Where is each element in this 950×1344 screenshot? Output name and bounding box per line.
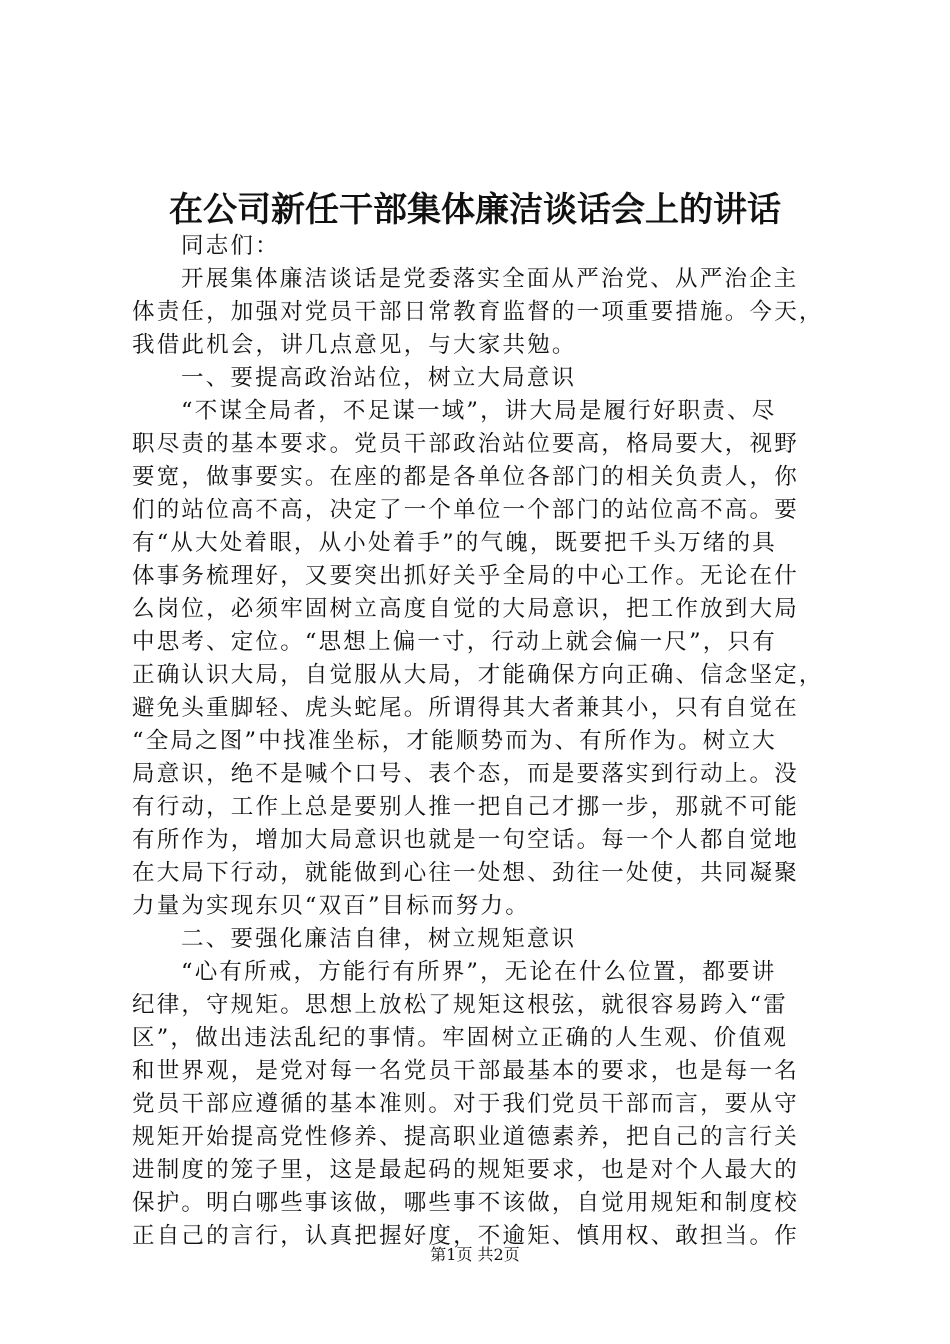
- text-line: 职尽责的基本要求。党员干部政治站位要高，格局要大，视野: [132, 431, 799, 457]
- text-line: 区”，做出违法乱纪的事情。牢固树立正确的人生观、价值观: [132, 1025, 788, 1051]
- text-line: 纪律，守规矩。思想上放松了规矩这根弦，就很容易跨入“雷: [132, 992, 788, 1018]
- text-line: “全局之图”中找准坐标，才能顺势而为、有所作为。树立大: [132, 728, 777, 754]
- text-line: “心有所戒，方能行有所界”，无论在什么位置，都要讲: [181, 959, 777, 985]
- document-title: 在公司新任干部集体廉洁谈话会上的讲话: [169, 190, 781, 230]
- text-line: 有行动，工作上总是要别人推一把自己才挪一步，那就不可能: [132, 794, 799, 820]
- text-line: 要宽，做事要实。在座的都是各单位各部门的相关负责人，你: [132, 464, 799, 490]
- text-line: 体事务梳理好，又要突出抓好关乎全局的中心工作。无论在什: [132, 563, 799, 589]
- text-line: 同志们：: [181, 233, 280, 259]
- text-line: 体责任，加强对党员干部日常教育监督的一项重要措施。今天，: [132, 299, 824, 325]
- text-line: 二、要强化廉洁自律，树立规矩意识: [181, 926, 577, 952]
- text-line: 和世界观，是党对每一名党员干部最基本的要求，也是每一名: [132, 1058, 799, 1084]
- text-line: “不谋全局者，不足谋一域”，讲大局是履行好职责、尽: [181, 398, 777, 424]
- text-line: 我借此机会，讲几点意见，与大家共勉。: [132, 332, 577, 358]
- text-line: 局意识，绝不是喊个口号、表个态，而是要落实到行动上。没: [132, 761, 799, 787]
- text-line: 一、要提高政治站位，树立大局意识: [181, 365, 577, 391]
- text-line: 么岗位，必须牢固树立高度自觉的大局意识，把工作放到大局: [132, 596, 799, 622]
- text-line: 进制度的笼子里，这是最起码的规矩要求，也是对个人最大的: [132, 1157, 799, 1183]
- text-line: 有所作为，增加大局意识也就是一句空话。每一个人都自觉地: [132, 827, 799, 853]
- text-line: 力量为实现东贝“双百”目标而努力。: [132, 893, 530, 919]
- text-line: 规矩开始提高党性修养、提高职业道德素养，把自己的言行关: [132, 1124, 799, 1150]
- text-line: 避免头重脚轻、虎头蛇尾。所谓得其大者兼其小，只有自觉在: [132, 695, 799, 721]
- text-line: 党员干部应遵循的基本准则。对于我们党员干部而言，要从守: [132, 1091, 799, 1117]
- text-line: 正自己的言行，认真把握好度，不逾矩、慎用权、敢担当。作: [132, 1223, 799, 1249]
- page-footer: 第1页 共2页: [430, 1245, 520, 1264]
- text-line: 有“从大处着眼，从小处着手”的气魄，既要把千头万绪的具: [132, 530, 777, 556]
- text-line: 们的站位高不高，决定了一个单位一个部门的站位高不高。要: [132, 497, 799, 523]
- document-body: [132, 230, 832, 1253]
- text-line: 中思考、定位。“思想上偏一寸，行动上就会偏一尺”，只有: [132, 629, 777, 655]
- text-line: 正确认识大局，自觉服从大局，才能确保方向正确、信念坚定，: [132, 662, 824, 688]
- text-line: 保护。明白哪些事该做，哪些事不该做，自觉用规矩和制度校: [132, 1190, 799, 1216]
- text-line: 在大局下行动，就能做到心往一处想、劲往一处使，共同凝聚: [132, 860, 799, 886]
- text-line: 开展集体廉洁谈话是党委落实全面从严治党、从严治企主: [181, 266, 799, 292]
